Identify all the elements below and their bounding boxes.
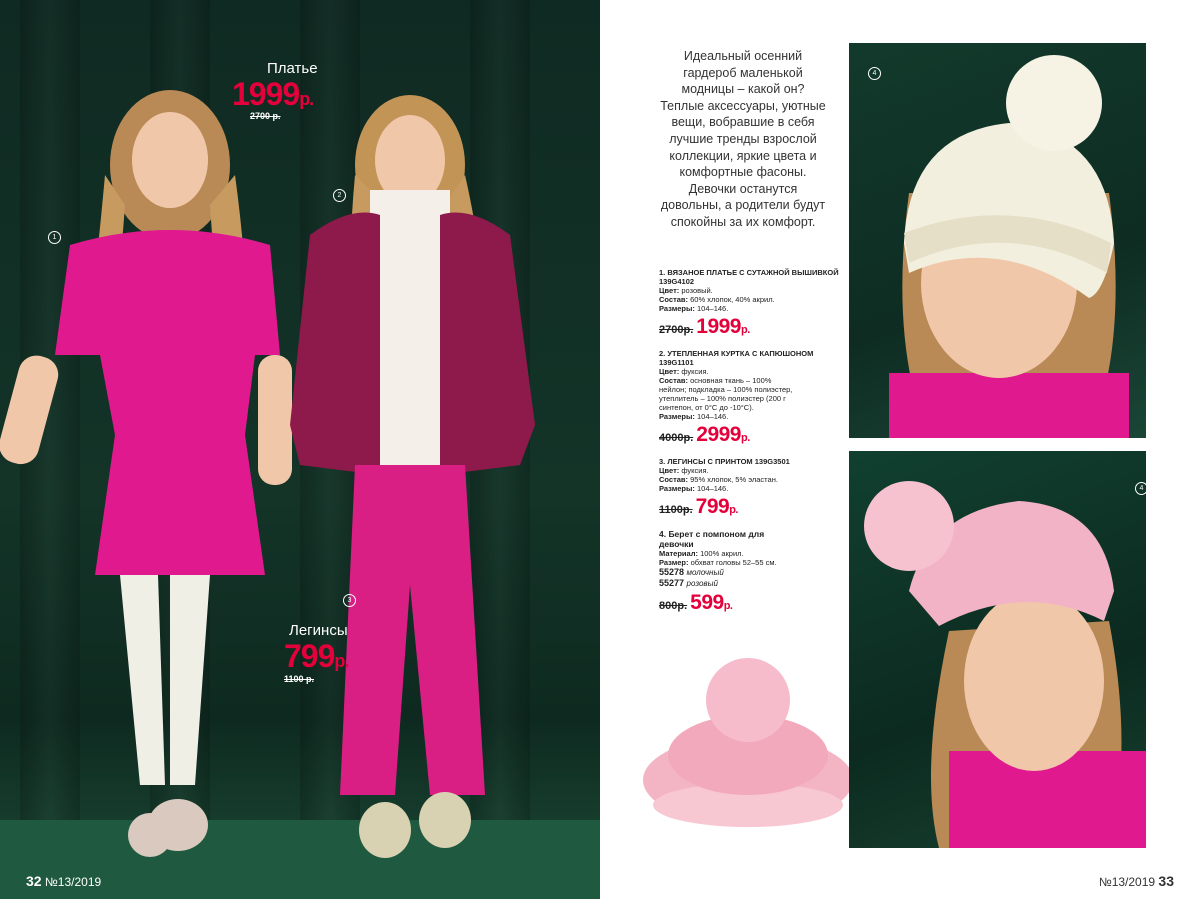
new-price: 2999р. <box>696 423 750 446</box>
old-price: 800р. <box>659 600 688 612</box>
product-sizes: Размеры: 104–146. <box>659 412 729 421</box>
product-title: 3. ЛЕГИНСЫ С ПРИНТОМ 139G3501 <box>659 457 790 466</box>
old-price: 1100р. <box>659 504 693 516</box>
leggings-old-price: 1100 р. <box>284 674 315 684</box>
product-title: 2. УТЕПЛЕННАЯ КУРТКА С КАПЮШОНОМ 139G1101 <box>659 349 814 367</box>
right-page <box>600 0 1200 899</box>
photo-pink-hat <box>849 451 1146 848</box>
product-material: Материал: 100% акрил. <box>659 549 744 558</box>
product-2 <box>659 349 844 447</box>
product-title: 1. ВЯЗАНОЕ ПЛАТЬЕ С СУТАЖНОЙ ВЫШИВКОЙ 139G4102 <box>659 268 839 286</box>
product-price <box>659 591 844 615</box>
leggings-price: 799р. <box>284 638 349 674</box>
model-girl-dress <box>0 55 300 865</box>
product-1 <box>659 268 844 339</box>
product-code-pink: 55277 розовый <box>659 578 718 588</box>
new-price: 599р. <box>690 591 733 614</box>
photo-marker-bottom: 4 <box>1135 482 1148 495</box>
product-list <box>659 268 844 625</box>
page-number-right: №13/2019 33 <box>1098 873 1174 889</box>
product-price <box>659 423 844 447</box>
product-4 <box>659 529 844 615</box>
product-composition: Состав: 60% хлопок, 40% акрил. <box>659 295 775 304</box>
product-color: Цвет: фуксия. <box>659 466 709 475</box>
new-price: 799р. <box>695 495 738 518</box>
model-girl-jacket <box>270 65 560 865</box>
product-color: Цвет: фуксия. <box>659 367 709 376</box>
product-size: Размер: обхват головы 52–55 см. <box>659 558 777 567</box>
product-composition: Состав: 95% хлопок, 5% эластан. <box>659 475 778 484</box>
leggings-label: Легинсы <box>289 622 348 639</box>
page-number-left: 32 №13/2019 <box>26 873 102 889</box>
product-title: 4. Берет с помпоном для девочки <box>659 529 765 549</box>
dress-old-price: 2700 р. <box>250 111 281 121</box>
dress-label: Платье <box>267 60 318 77</box>
product-price <box>659 315 844 339</box>
item-marker-1: 1 <box>48 231 61 244</box>
product-3 <box>659 457 844 519</box>
item-marker-2: 2 <box>333 189 346 202</box>
photo-marker-top: 4 <box>868 67 881 80</box>
product-price <box>659 495 844 519</box>
item-marker-3: 3 <box>343 594 356 607</box>
beret-product-image <box>638 650 863 835</box>
dress-price: 1999р. <box>232 76 314 112</box>
product-sizes: Размеры: 104–146. <box>659 304 729 313</box>
product-color: Цвет: розовый. <box>659 286 713 295</box>
model-cream-hat <box>849 43 1146 438</box>
old-price: 4000р. <box>659 432 694 444</box>
new-price: 1999р. <box>696 315 750 338</box>
photo-cream-hat <box>849 43 1146 438</box>
intro-text: Идеальный осенний гардероб маленькой модницы – какой он? Теплые аксессуары, уютные вещи, вобравшие в себя лучшие тренды взрослой коллекции, яркие цвета и комфортные фасоны. Девочки останутся довольны, а родители будут спокойны за их комфорт. <box>660 49 826 229</box>
product-composition: Состав: основная ткань – 100% нейлон; подкладка – 100% полиэстер, утеплитель – 100% полиэстер (200 г синтепон, от 0°С до -10°С). <box>659 376 793 412</box>
model-pink-hat <box>849 451 1146 848</box>
old-price: 2700р. <box>659 324 694 336</box>
product-code-milk: 55278 молочный <box>659 567 724 577</box>
product-sizes: Размеры: 104–146. <box>659 484 729 493</box>
